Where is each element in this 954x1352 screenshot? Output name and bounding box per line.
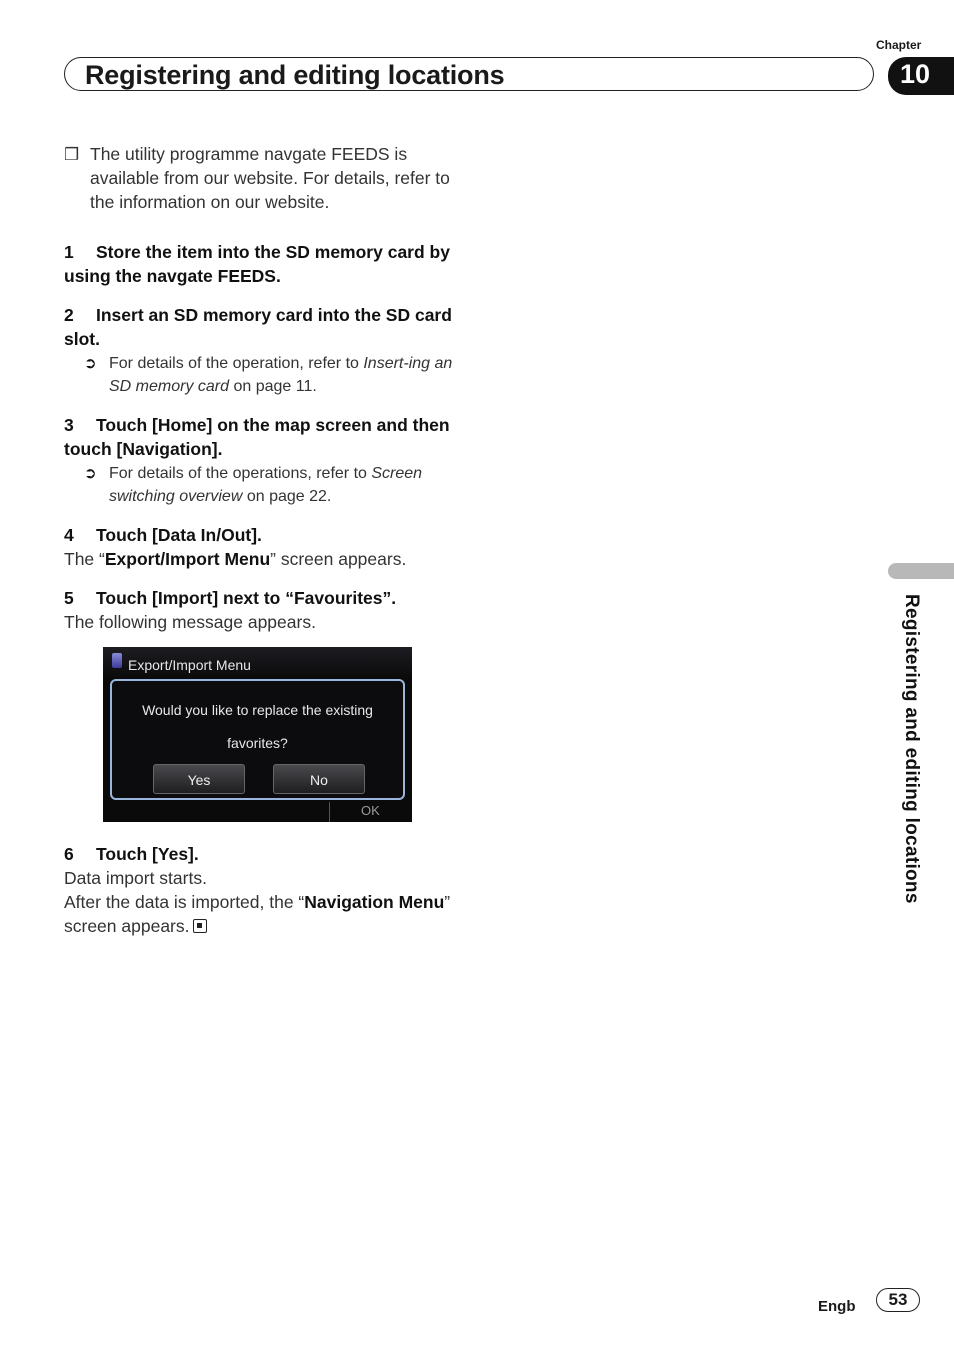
body-suffix: ” screen appears.	[270, 549, 407, 569]
step-number: 6	[64, 844, 74, 864]
body-prefix: After the data is imported, the “	[64, 892, 305, 912]
step-heading-text: Touch [Home] on the map screen and then touch [Navigation].	[64, 415, 450, 459]
step-4	[64, 523, 456, 571]
chapter-label: Chapter	[876, 38, 922, 52]
step-subnote	[64, 352, 456, 398]
chapter-number: 10	[900, 59, 931, 89]
dialog-message-line1: Would you like to replace the existing	[142, 702, 373, 718]
step-heading	[64, 842, 456, 866]
page-title: Registering and editing locations	[85, 60, 505, 90]
footer-language: Engb	[818, 1298, 856, 1315]
yes-button[interactable]: Yes	[153, 764, 245, 794]
device-screenshot	[103, 647, 412, 822]
screen-top-bar	[103, 647, 412, 677]
screen-title: Export/Import Menu	[128, 657, 251, 673]
note-text: The utility programme navgate FEEDS is available from our website. For details, refer to the information on our website.	[90, 144, 450, 212]
screen-name: Navigation Menu	[304, 892, 445, 912]
cross-reference: Screen switching overview	[109, 465, 423, 505]
body-prefix: The “	[64, 549, 105, 569]
cross-reference: Insert-ing an SD memory card	[109, 355, 453, 395]
subnote-prefix: For details of the operation, refer to	[109, 355, 364, 372]
partial-ok-button: OK	[361, 803, 380, 818]
step-subnote	[64, 462, 456, 508]
body-suffix: ” screen appears.	[64, 892, 451, 936]
step-body	[64, 890, 456, 938]
step-body	[64, 547, 456, 571]
step-heading	[64, 413, 456, 461]
screen-name: Export/Import Menu	[104, 549, 271, 569]
step-heading-text: Touch [Data In/Out].	[96, 525, 262, 545]
main-column	[64, 142, 456, 953]
step-heading	[64, 303, 456, 351]
step-number: 4	[64, 525, 74, 545]
subnote-suffix: on page 22.	[242, 488, 332, 505]
step-number: 2	[64, 305, 74, 325]
step-heading-text: Touch [Yes].	[96, 844, 199, 864]
subnote-suffix: on page 11.	[229, 378, 317, 395]
arrow-icon: ➲	[84, 465, 97, 482]
page-number: 53	[876, 1288, 920, 1312]
step-2	[64, 303, 456, 398]
step-3	[64, 413, 456, 508]
checkbox-note-icon: ❒	[64, 145, 80, 164]
step-number: 1	[64, 242, 74, 262]
step-heading	[64, 240, 456, 288]
chapter-number-tab	[888, 57, 954, 95]
step-heading-text: Insert an SD memory card into the SD card slot.	[64, 305, 452, 349]
no-button[interactable]: No	[273, 764, 365, 794]
step-body: Data import starts.	[64, 868, 207, 888]
step-heading	[64, 586, 456, 610]
side-section-label: Registering and editing locations	[901, 594, 922, 904]
confirm-dialog	[110, 679, 405, 800]
note	[64, 142, 456, 214]
arrow-icon: ➲	[84, 355, 97, 372]
step-number: 3	[64, 415, 74, 435]
title-bar	[64, 57, 874, 91]
step-body: The following message appears.	[64, 612, 316, 632]
step-heading	[64, 523, 456, 547]
step-1	[64, 240, 456, 288]
app-icon	[112, 653, 122, 668]
dialog-message-line2: favorites?	[227, 735, 288, 751]
step-number: 5	[64, 588, 74, 608]
step-5	[64, 586, 456, 634]
step-6	[64, 842, 456, 938]
step-heading-text: Touch [Import] next to “Favourites”.	[96, 588, 397, 608]
end-mark-icon	[193, 919, 207, 933]
step-heading-text: Store the item into the SD memory card by using the navgate FEEDS.	[64, 242, 450, 286]
divider	[329, 802, 330, 822]
subnote-prefix: For details of the operations, refer to	[109, 465, 372, 482]
side-tab-marker	[888, 563, 954, 579]
